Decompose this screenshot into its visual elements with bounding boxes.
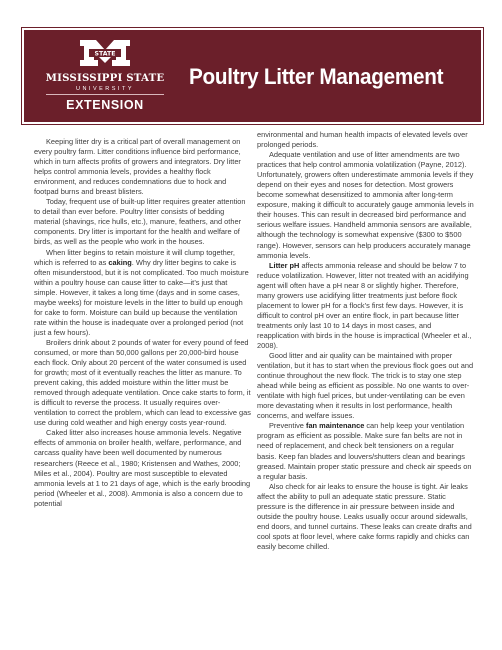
right-column: [257, 130, 474, 552]
paragraph-text: . Why dry litter begins to cake is often misunderstood, but it is not complicated. Too much moisture within a poultry house can cause litter to cake—it’s just that simple. However, it takes a long time (days and in some cases, maybe weeks) for moisture levels in the litter to build up enough for cake to form. Moisture can build up because the ventilation rate within the house is inadequate over a prolonged period (not just a few hours).: [34, 257, 249, 337]
body-paragraph: [257, 351, 474, 421]
logo-extension: EXTENSION: [66, 98, 144, 112]
paragraph-text: Preventive: [269, 421, 306, 431]
body-paragraph: [34, 197, 251, 247]
paragraph-text: Caked litter also increases house ammonia levels. Negative effects of ammonia on broiler health, welfare, performance, and carcass quality have been well documented by numerous researchers (Reece et al., 1980; Kristensen and Wathes, 2000; Miles et al., 2004). Poultry are most susceptible to elevated ammonia levels at 1 to 21 days of age, which is the early brooding period (Wheeler et al., 2008). Ammonia is also a concern due to potential: [34, 428, 251, 508]
body-paragraph: [257, 261, 474, 351]
body-paragraph: [257, 150, 474, 261]
paragraph-text: Good litter and air quality can be maintained with proper ventilation, but it has to start when the previous flock goes out and continue throughout the new flock. The trick is to stay one step ahead while being as efficient as possible. No one wants to over-ventilate with high fuel prices, but under-ventilating can be even more devastating when it results in lost performance, health concerns, and welfare issues.: [257, 351, 474, 421]
body-paragraph: [34, 137, 251, 197]
bold-term: fan maintenance: [305, 421, 365, 431]
paragraph-text: Keeping litter dry is a critical part of overall management on every poultry farm. Litter conditions influence bird performance, which in turn affects profits of growers and integrators. Dry litter helps control ammonia levels, provides a healthy flock environment, and reduces condemnations due to hock and footpad burns and breast blisters.: [34, 137, 241, 197]
msu-m-state-badge-icon: [74, 38, 136, 68]
logo-divider: [46, 94, 164, 95]
bold-term: Litter pH: [269, 260, 300, 270]
badge-text: STATE: [94, 50, 116, 58]
logo-wordmark: MISSISSIPPI STATE: [45, 72, 165, 84]
paragraph-text: can help keep your ventilation program as efficient as possible. Make sure fan belts are not in need of replacement, and check belt tensioners on a regular basis. Keep fan blades and louvers/shutters clean and bearings greased. Maintain proper static pressure and check air speeds on a regular basis.: [257, 421, 472, 481]
page-title: Poultry Litter Management: [189, 64, 444, 89]
logo-university: UNIVERSITY: [75, 86, 134, 92]
paragraph-text: Broilers drink about 2 pounds of water for every pound of feed consumed, or more than 50,000 gallons per 20,000-bird house each flock. Only about 20 percent of the water consumed is used for growth; most of it eventually reaches the litter as manure. To prevent caking, this added moisture within the litter must be removed through adequate ventilation. Once cake starts to form, it is difficult to reverse the process. It usually requires over-ventilation to correct the problem, which can lead to excessive gas use during cold weather and high energy costs year-round.: [34, 337, 251, 428]
left-column: [34, 137, 251, 509]
header-banner: [22, 28, 483, 124]
body-paragraph: [34, 428, 251, 508]
body-paragraph: [257, 130, 474, 150]
paragraph-text: Adequate ventilation and use of litter amendments are two practices that help control ammonia volatilization (Payne, 2012). Unfortunately, growers often underestimate ammonia levels if they depend on their eyes and noses for detection. Most growers become somewhat desensitized to ammonia after long-term exposure, making it difficult to accurately gauge ammonia levels in their houses. This can result in decreased bird performance and serious welfare issues. Handheld ammonia sensors are available, although the technology is somewhat expensive ($300 to $500 range). However, sensors can help producers accurately manage ammonia levels.: [257, 150, 474, 260]
bold-term: caking: [108, 257, 132, 267]
paragraph-text: Also check for air leaks to ensure the house is tight. Air leaks affect the ability to pull an adequate static pressure. Static pressure is the difference in air pressure between inside and outside the poultry house. Leaks usually occur around sidewalls, end doors, and tunnel curtains. These leaks can create drafts and cool spots at floor level, where cake forms rapidly and chicks can easily become chilled.: [257, 481, 472, 551]
paragraph-text: When litter begins to retain moisture it will clump together, which is referred to as: [34, 247, 235, 267]
paragraph-text: Today, frequent use of built-up litter requires greater attention to detail than ever before. Poultry litter consists of bedding material (shavings, rice hulls, etc.), manure, feathers, and other components. Dry litter is important for the health and welfare of birds, as well as the people who work in the houses.: [34, 197, 246, 247]
paragraph-text: affects ammonia release and should be below 7 to reduce volatilization. However, litter not treated with an acidifying agent will often have a pH near 8 or slightly higher. Therefore, many growers use acidifying litter treatments just before flock placement to lower pH for a flock’s first few days. However, it is difficult to control pH over an entire flock, in part because litter treatments only last 10 to 14 days in most cases, and reapplication with birds in the house is impractical (Wheeler et al., 2008).: [257, 260, 472, 350]
body-paragraph: [34, 338, 251, 428]
body-paragraph: [257, 421, 474, 481]
msu-extension-logo: [30, 36, 180, 120]
body-paragraph: [34, 248, 251, 338]
paragraph-text: environmental and human health impacts of elevated levels over prolonged periods.: [257, 130, 468, 150]
body-paragraph: [257, 482, 474, 552]
